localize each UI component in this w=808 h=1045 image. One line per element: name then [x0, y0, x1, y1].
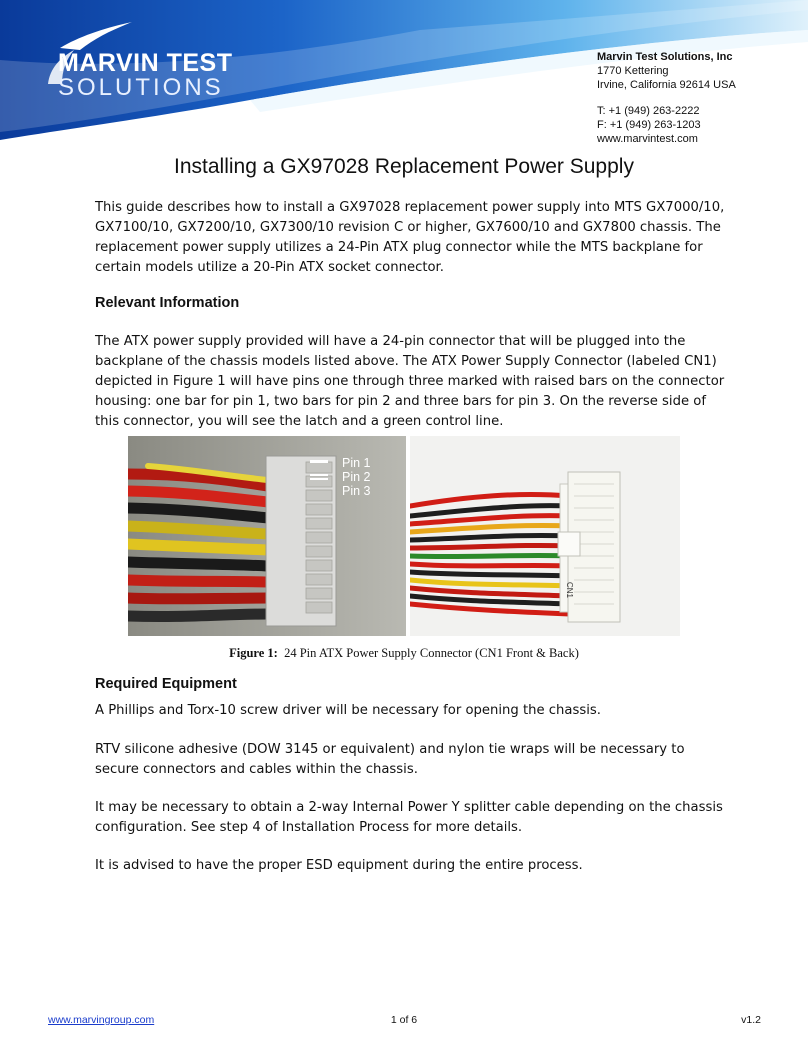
connector-back-photo [410, 436, 680, 636]
connector-front-photo [128, 436, 406, 636]
equipment-item-2: RTV silicone adhesive (DOW 3145 or equivalent) and nylon tie wraps will be necessary to secure connectors and cables within the chassis. [95, 742, 685, 777]
footer-version: v1.2 [741, 1014, 761, 1026]
intro-paragraph: This guide describes how to install a GX97028 replacement power supply into MTS GX7000/10, GX7100/10, GX7200/10, GX7300/10 revision C or higher, GX7600/10 and GX7800 chassis. The replacement power supply utilizes a 24-Pin ATX plug connector while the MTS backplane for certain models utilize a 20-Pin ATX socket connector. [95, 200, 725, 275]
equipment-item-3: It may be necessary to obtain a 2-way Internal Power Y splitter cable depending on the chassis configuration. See step 4 of Installation Process for more details. [95, 800, 723, 835]
equipment-item-1: A Phillips and Torx-10 screw driver will be necessary for opening the chassis. [95, 703, 601, 718]
cn1-label: CN1 [565, 582, 574, 599]
pin-2-label: Pin 2 [342, 470, 371, 484]
company-phone: T: +1 (949) 263-2222 [597, 105, 700, 117]
figure-caption-label: Figure 1: [229, 646, 278, 660]
footer-website-link[interactable]: www.marvingroup.com [48, 1014, 155, 1026]
document-title: Installing a GX97028 Replacement Power Supply [174, 155, 634, 178]
equipment-item-4: It is advised to have the proper ESD equipment during the entire process. [95, 858, 583, 873]
company-street: 1770 Kettering [597, 65, 669, 77]
figure-caption [0, 646, 808, 661]
pin-labels [342, 456, 371, 498]
company-city: Irvine, California 92614 USA [597, 79, 736, 91]
company-logo [58, 50, 233, 100]
relevant-info-paragraph: The ATX power supply provided will have a 24-pin connector that will be plugged into the backplane of the chassis models listed above. The ATX Power Supply Connector (labeled CN1) depicted in Figure 1 will have pins one through three marked with raised bars on the connector housing: one bar for pin 1, two bars for pin 2 and three bars for pin 3. On the reverse side of this connector, you will see the latch and a green control line. [95, 334, 725, 429]
relevant-info-heading: Relevant Information [95, 295, 240, 311]
required-equipment-heading: Required Equipment [95, 676, 237, 692]
footer-page-number: 1 of 6 [390, 1014, 418, 1026]
company-website[interactable]: www.marvintest.com [597, 133, 698, 145]
company-name: Marvin Test Solutions, Inc [597, 51, 733, 63]
pin-1-label: Pin 1 [342, 456, 371, 470]
logo-line-1: MARVIN TEST [58, 49, 233, 77]
company-fax: F: +1 (949) 263-1203 [597, 119, 701, 131]
logo-line-2: SOLUTIONS [58, 74, 224, 101]
pin-3-label: Pin 3 [342, 484, 371, 498]
company-address-block [597, 50, 736, 146]
figure-caption-text: 24 Pin ATX Power Supply Connector (CN1 Front & Back) [284, 646, 579, 660]
